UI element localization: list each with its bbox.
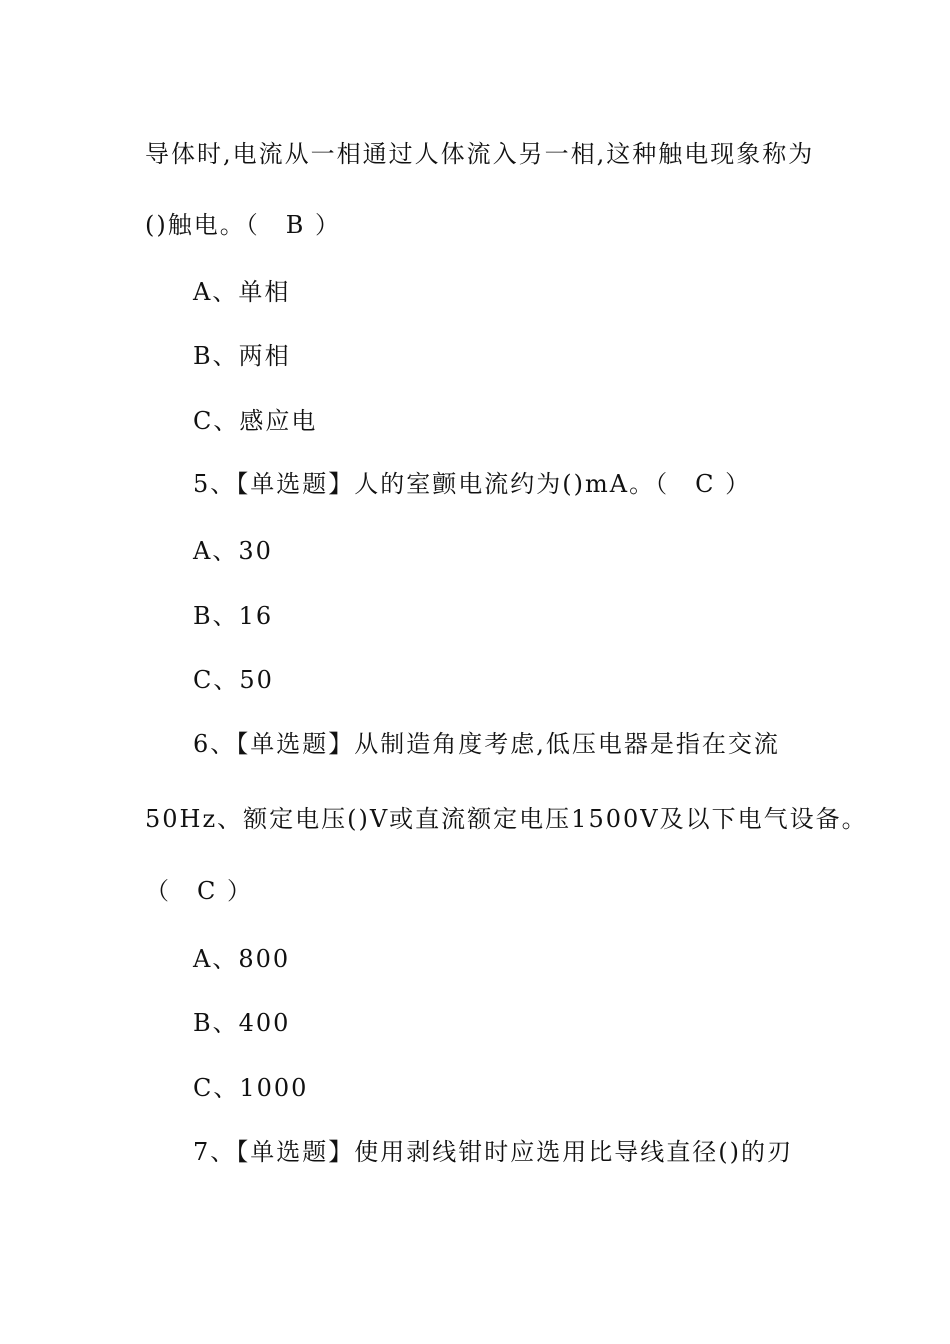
question-4-option-a: A、单相 <box>193 278 291 306</box>
question-7-text: 7、【单选题】使用剥线钳时应选用比导线直径()的刃 <box>193 1138 793 1166</box>
question-6-option-b: B、400 <box>193 1009 291 1037</box>
question-6-answer-line: （ C ） <box>145 877 253 905</box>
question-4-option-c: C、感应电 <box>193 407 318 435</box>
question-6-text-continued: 50Hz、额定电压()V或直流额定电压1500V及以下电气设备。 <box>145 805 868 833</box>
question-5-option-b: B、16 <box>193 602 274 630</box>
question-4-option-b: B、两相 <box>193 342 291 370</box>
question-5-option-a: A、30 <box>193 537 273 565</box>
question-6-text: 6、【单选题】从制造角度考虑,低压电器是指在交流 <box>193 730 780 758</box>
question-4-text-continued: 导体时,电流从一相通过人体流入另一相,这种触电现象称为 <box>145 140 815 168</box>
question-5-text: 5、【单选题】人的室颤电流约为()mA。（ C ） <box>193 470 752 498</box>
question-5-option-c: C、50 <box>193 666 274 694</box>
question-6-option-c: C、1000 <box>193 1074 309 1102</box>
question-6-option-a: A、800 <box>193 945 291 973</box>
question-4-answer-line: ()触电。（ B ） <box>145 211 341 239</box>
